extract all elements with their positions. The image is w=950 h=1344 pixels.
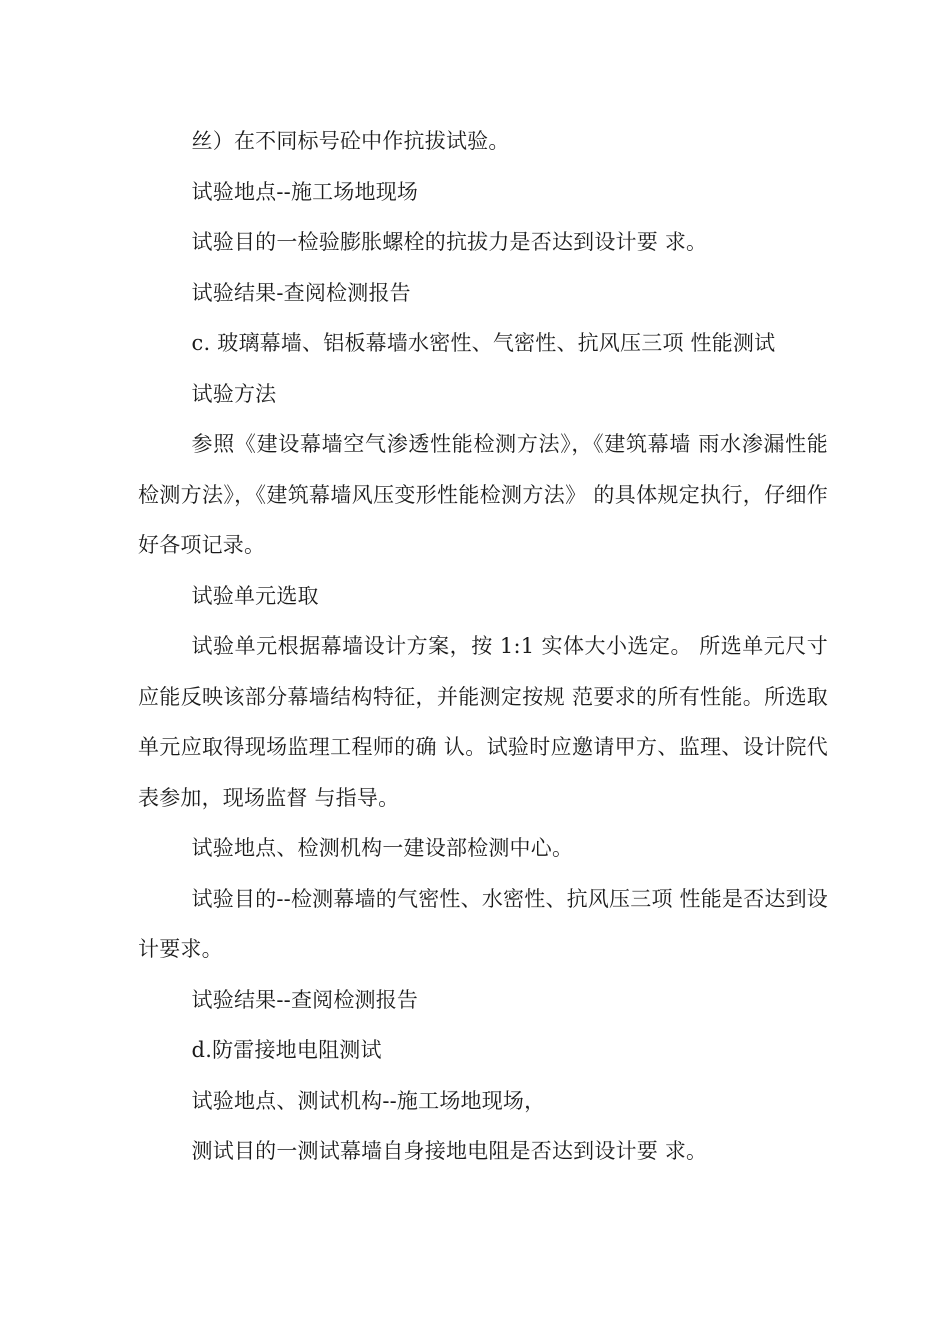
paragraph-test-location-agency: 试验地点、检测机构一建设部检测中心。: [191, 836, 574, 860]
paragraph-test-method-body: 参照《建设幕墙空气渗透性能检测方法》，《建筑幕墙 雨水渗漏性能检测方法》，《建筑幕墙风压变形性能检测方法》 的具体规定执行，仔细作好各项记录。: [138, 432, 828, 557]
document-body: [138, 116, 828, 1177]
paragraph-section-d-heading: d.防雷接地电阻测试: [191, 1038, 382, 1062]
paragraph-section-c-heading: c. 玻璃幕墙、铝板幕墙水密性、气密性、抗风压三项 性能测试: [191, 331, 776, 355]
paragraph-test-method-heading: 试验方法: [191, 381, 277, 406]
paragraph-test-result: 试验结果-查阅检测报告: [191, 280, 411, 305]
paragraph-test-unit-heading: 试验单元选取: [191, 583, 319, 608]
paragraph-test-location: 试验地点--施工场地现场: [191, 179, 419, 204]
paragraph-test-result-report: 试验结果--查阅检测报告: [191, 987, 419, 1012]
paragraph-grounding-test-purpose: 测试目的一测试幕墙自身接地电阻是否达到设计要 求。: [191, 1139, 708, 1163]
paragraph-grounding-test-location: 试验地点、测试机构--施工场地现场，: [191, 1088, 546, 1113]
paragraph-test-purpose-curtain-wall: 试验目的--检测幕墙的气密性、水密性、抗风压三项 性能是否达到设计要求。: [138, 886, 828, 961]
paragraph-test-unit-body: 试验单元根据幕墙设计方案，按 1:1 实体大小选定。 所选单元尺寸应能反映该部分幕墙结构特征，并能测定按规 范要求的所有性能。所选取单元应取得现场监理工程师的确 认。试验时应邀请甲方、监理、设计院代表参加，现场监督 与指导。: [138, 634, 828, 810]
paragraph-pullout-test-note: 丝）在不同标号砼中作抗拔试验。: [191, 129, 510, 153]
paragraph-test-purpose: 试验目的一检验膨胀螺栓的抗拔力是否达到设计要 求。: [191, 230, 708, 254]
